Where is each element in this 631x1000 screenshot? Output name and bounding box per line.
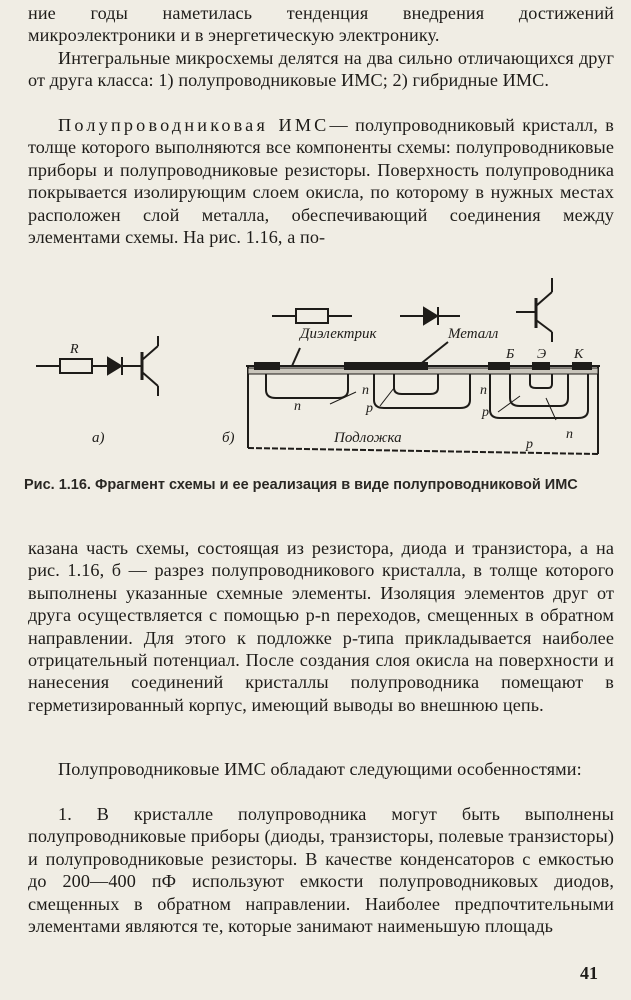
resistor-label: R [70,342,79,357]
region-n-diode: n [362,383,369,398]
paragraph-classes: Интегральные микросхемы делятся на два сильно отличающихся друг от друга класса: 1) полупроводниковые ИМС; 2) гибридные ИМС. [28,48,614,91]
paragraph-top: ние годы наметилась тенденция внедрения достижений микроэлектроники и в энергетическую электронику. [28,3,614,46]
emitter-label: Э [537,347,547,362]
region-n-transistor-collector: n [480,383,487,398]
substrate-label: Подложка [334,430,402,446]
figure-label-a: а) [92,430,105,446]
region-p-diode: p [366,401,373,416]
figure-caption: Рис. 1.16. Фрагмент схемы и ее реализация в виде полупроводниковой ИМС [24,477,578,493]
region-n-resistor: n [294,399,301,414]
definition-text: — полупроводниковый кристалл, в толще которого выполняются все компоненты схемы: полупроводниковые приборы и полупроводниковые резисторы. Поверхность полупроводника покрывается изолирующим слоем окисла, по которому в нужных местах расположен слой металла, обеспечивающий соединения между элементами схемы. На рис. 1.16, а по- [28,115,614,248]
paragraph-features-intro: Полупроводниковые ИМС обладают следующими особенностями: [58,759,582,779]
metal-label: Металл [448,326,499,342]
term-semiconductor-ims: Полупроводниковая ИМС [58,115,330,135]
figure-label-b: б) [222,430,235,446]
circuit-fragment-a [36,336,158,396]
collector-label: К [574,347,584,362]
diode-symbol [108,358,121,374]
paragraph-definition [28,114,614,248]
region-p-transistor-base: p [482,405,489,420]
paragraph-after-figure: казана часть схемы, состоящая из резистора, диода и транзистора, а на рис. 1.16, б — разрез полупроводникового кристалла, в толще которого выполнены указанные схемные элементы. Изоляция элементов друг от друга осуществляется с помощью p-n переходов, смещенных в обратном направлении. Для этого к подложке p-типа прикладывается наиболее отрицательный потенциал. После создания слоя окисла на поверхности и нанесения соединений кристаллы полупроводника помещают в герметизированный корпус, имеющий выводы во внешнюю цепь. [28,538,614,715]
resistor-symbol [60,359,92,373]
figure-1-16 [0,270,631,472]
chip-cross-section [246,342,600,454]
page-number: 41 [580,963,598,983]
dielectric-label: Диэлектрик [300,326,377,342]
paragraph-feature-1: 1. В кристалле полупроводника могут быть выполнены полупроводниковые приборы (диоды, транзисторы, полевые транзисторы) и полупроводниковые резисторы. В качестве конденсаторов с емкостью до 200—400 пФ используют емкости полупроводниковых диодов, смещенных в обратном направлении. Наиболее предпочтительными элементами являются те, которые занимают наименьшую площадь [28,804,614,937]
base-label: Б [506,347,515,362]
region-n-transistor-emitter: n [566,427,573,442]
region-p-substrate: p [526,437,533,452]
